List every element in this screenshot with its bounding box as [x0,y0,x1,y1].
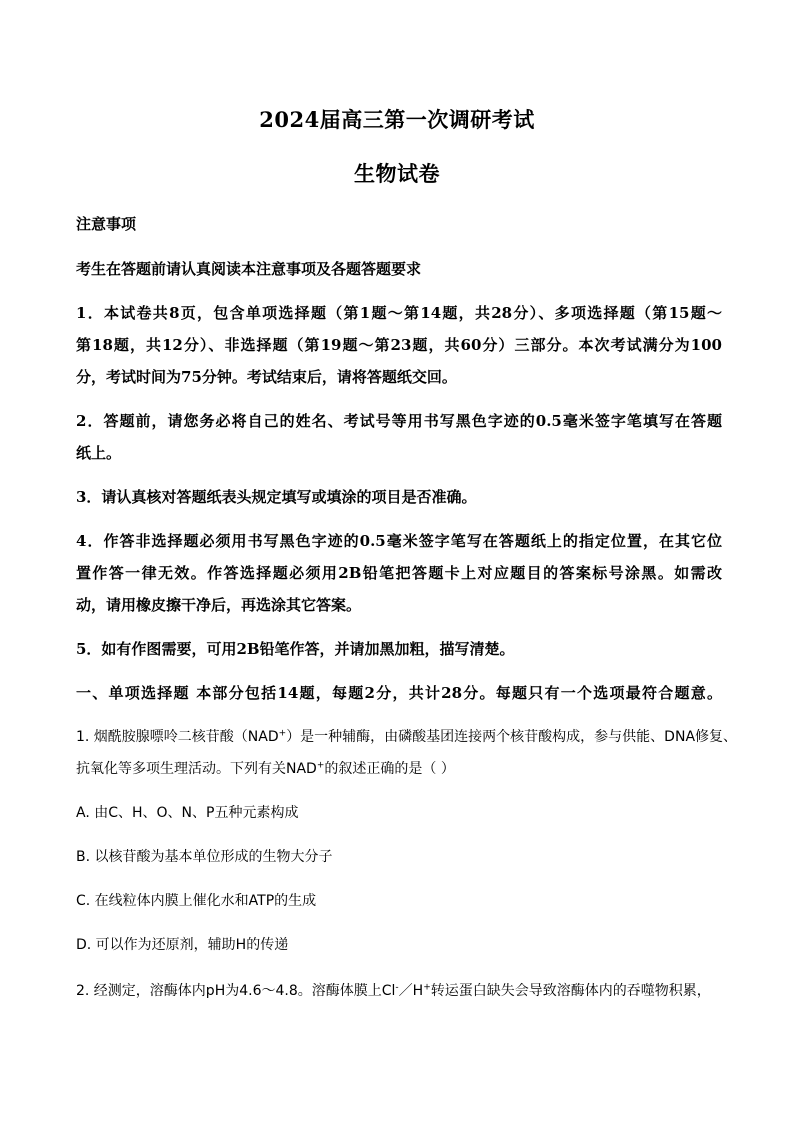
q1-text-b: ）是一种辅酶，由磷酸基团连接两个核苷酸构成，参与供能、DNA修复、 [286,729,738,745]
notice-item-1-line-3: 分，考试时间为75分钟。考试结束后，请将答题纸交回。 [76,368,457,386]
q1-superscript: + [278,728,287,739]
notice-item-2-line-1: 2．答题前，请您务必将自己的姓名、考试号等用书写黑色字迹的0.5毫米签字笔填写在答题 [76,412,722,430]
section-1-heading: 一、单项选择题 本部分包括14题，每题2分，共计28分。每题只有一个选项最符合题意。 [76,684,722,702]
q2-text-c: 转运蛋白缺失会导致溶酶体内的吞噬物积累， [430,983,711,999]
notice-item-1-line-1: 1．本试卷共8页，包含单项选择题（第1题～第14题，共28分）、多项选择题（第15题～ [76,304,722,322]
notice-item-4-line-2: 置作答一律无效。作答选择题必须用2B铅笔把答题卡上对应题目的答案标号涂黑。如需改 [76,564,722,582]
question-2-stem-line-1 [76,980,722,1000]
question-1-stem-line-1 [76,726,738,746]
notice-item-4-line-3: 动，请用橡皮擦干净后，再选涂其它答案。 [76,596,362,614]
notice-heading: 注意事项 [76,215,137,233]
q2-superscript-1: - [395,982,399,993]
q1-text-a: 1. 烟酰胺腺嘌呤二核苷酸（NAD [76,729,279,745]
notice-item-2-line-2: 纸上。 [76,444,122,462]
notice-item-3: 3．请认真核对答题纸表头规定填写或填涂的项目是否准确。 [76,488,477,506]
q1-superscript-2: + [316,760,325,771]
notice-intro: 考生在答题前请认真阅读本注意事项及各题答题要求 [76,260,422,278]
q2-text-b: ／H [398,983,424,999]
question-1-stem-line-2 [76,758,722,778]
question-1-option-d: D. 可以作为还原剂，辅助H的传递 [76,937,289,953]
notice-item-4-line-1: 4．作答非选择题必须用书写黑色字迹的0.5毫米签字笔写在答题纸上的指定位置，在其它位 [76,532,722,550]
q1-text-d: 的叙述正确的是（ ） [324,761,455,777]
q2-superscript-2: + [423,982,431,993]
q1-text-c: 抗氧化等多项生理活动。下列有关NAD [76,761,317,777]
q2-text-a: 2. 经测定，溶酶体内pH为4.6～4.8。溶酶体膜上Cl [76,983,396,999]
question-1-option-b: B. 以核苷酸为基本单位形成的生物大分子 [76,849,333,865]
exam-title: 2024届高三第一次调研考试 [259,107,535,132]
exam-subtitle: 生物试卷 [354,161,440,186]
notice-item-5: 5．如有作图需要，可用2B铅笔作答，并请加黑加粗，描写清楚。 [76,640,515,658]
notice-item-1-line-2: 第18题，共12分）、非选择题（第19题～第23题，共60分）三部分。本次考试满分为100 [76,336,722,354]
question-1-option-a: A. 由C、H、O、N、P五种元素构成 [76,805,299,821]
question-1-option-c: C. 在线粒体内膜上催化水和ATP的生成 [76,893,317,909]
